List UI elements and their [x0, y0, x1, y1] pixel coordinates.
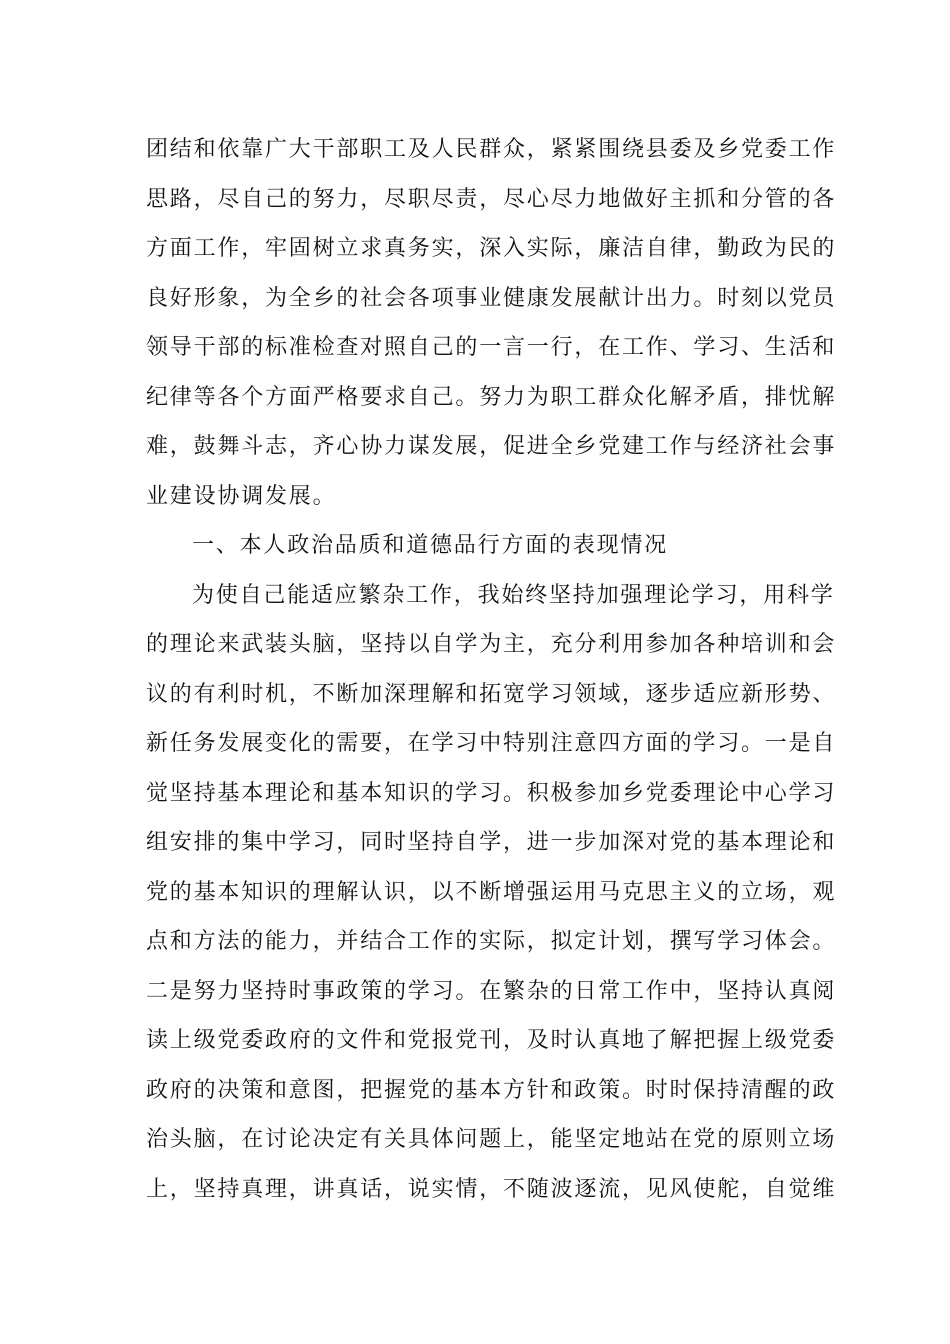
text-line: 读上级党委政府的文件和党报党刊，及时认真地了解把握上级党委: [146, 1028, 837, 1053]
text-line: 方面工作，牢固树立求真务实，深入实际，廉洁自律，勤政为民的: [146, 236, 837, 261]
text-line: 组安排的集中学习，同时坚持自学，进一步加深对党的基本理论和: [146, 830, 837, 855]
text-line: 政府的决策和意图，把握党的基本方针和政策。时时保持清醒的政: [146, 1077, 837, 1103]
text-line: 难，鼓舞斗志，齐心协力谋发展，促进全乡党建工作与经济社会事: [146, 434, 837, 459]
text-line: 的理论来武装头脑，坚持以自学为主，充分利用参加各种培训和会: [146, 632, 837, 657]
text-line: 上，坚持真理，讲真话，说实情，不随波逐流，见风使舵，自觉维: [146, 1176, 837, 1202]
section-heading: 一、本人政治品质和道德品行方面的表现情况: [192, 533, 669, 558]
text-line: 良好形象，为全乡的社会各项事业健康发展献计出力。时刻以党员: [146, 285, 837, 311]
text-line: 党的基本知识的理解认识，以不断增强运用马克思主义的立场，观: [146, 879, 837, 905]
text-line: 领导干部的标准检查对照自己的一言一行，在工作、学习、生活和: [146, 335, 837, 360]
text-line: 二是努力坚持时事政策的学习。在繁杂的日常工作中，坚持认真阅: [146, 978, 837, 1004]
text-line: 业建设协调发展。: [146, 483, 337, 509]
text-line: 觉坚持基本理论和基本知识的学习。积极参加乡党委理论中心学习: [146, 780, 837, 806]
text-line: 点和方法的能力，并结合工作的实际，拟定计划，撰写学习体会。: [146, 929, 837, 954]
text-line: 纪律等各个方面严格要求自己。努力为职工群众化解矛盾，排忧解: [146, 384, 837, 410]
text-line: 团结和依靠广大干部职工及人民群众，紧紧围绕县委及乡党委工作: [146, 137, 837, 162]
text-line: 新任务发展变化的需要，在学习中特别注意四方面的学习。一是自: [146, 731, 837, 756]
text-line: 议的有利时机，不断加深理解和拓宽学习领域，逐步适应新形势、: [146, 681, 837, 707]
text-line: 思路，尽自己的努力，尽职尽责，尽心尽力地做好主抓和分管的各: [146, 186, 837, 212]
text-line: 治头脑，在讨论决定有关具体问题上，能坚定地站在党的原则立场: [146, 1127, 837, 1152]
text-line: 为使自己能适应繁杂工作，我始终坚持加强理论学习，用科学: [192, 582, 835, 608]
body-text: [146, 125, 837, 1214]
